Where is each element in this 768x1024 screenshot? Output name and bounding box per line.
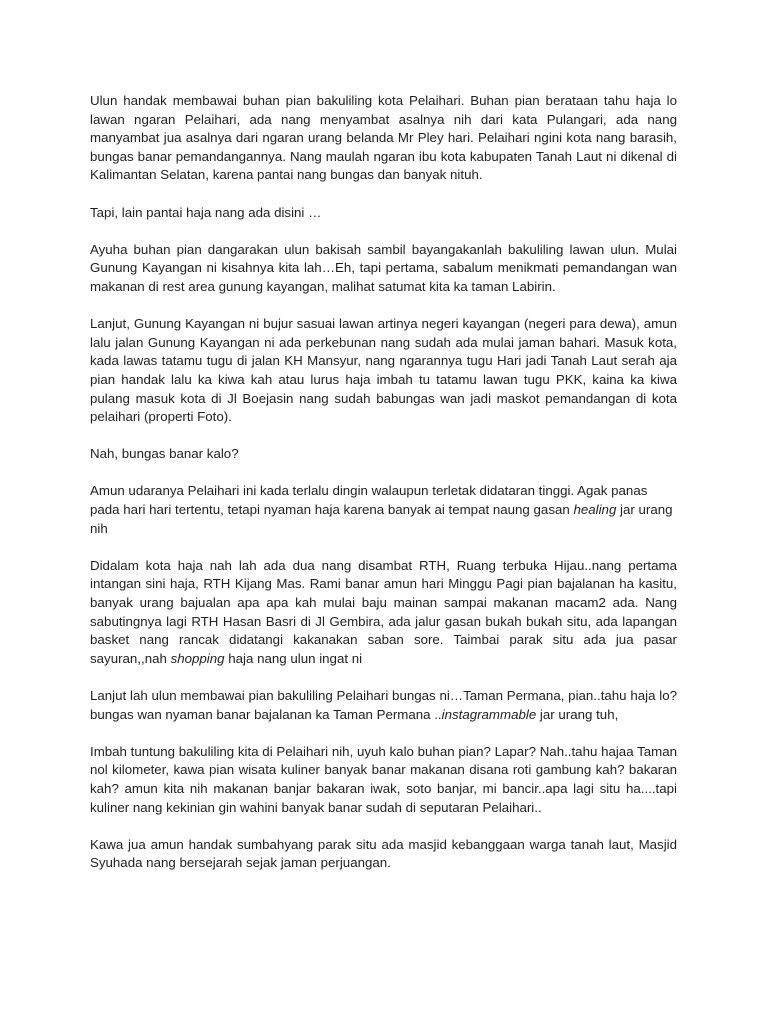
paragraph-rth xyxy=(90,557,677,669)
paragraph-taman-permana-tail: jar urang tuh, xyxy=(536,706,619,722)
paragraph-taman-permana-text: Lanjut lah ulun membawai pian bakuliling Pelaihari bungas ni…Taman Permana, pian..tahu haja lo? bungas wan nyaman banar bajalanan ka Taman Permana .. xyxy=(90,688,677,722)
paragraph-rth-italic: shopping xyxy=(170,650,225,666)
paragraph-kuliner: Imbah tuntung bakuliling kita di Pelaihari nih, uyuh kalo buhan pian? Lapar? Nah..tahu hajaa Taman nol kilometer, kawa pian wisata kuliner banyak banar makanan disana roti gambung kah? bakaran kah? amun kita nih makanan banjar bakaran iwak, soto banjar, mi bancir..apa lagi situ ha....tapi kuliner nang kekinian gin wahini banyak banar sudah di seputaran Pelaihari.. xyxy=(90,743,677,815)
paragraph-intro: Ulun handak membawai buhan pian bakuliling kota Pelaihari. Buhan pian berataan tahu haja lo lawan ngaran Pelaihari, ada nang menyambat asalnya nih dari kata Pulangari, ada nang manyambat jua asalnya dari ngaran urang belanda Mr Pley hari. Pelaihari ngini kota nang barasih, bungas banar pemandangannya. Nang maulah ngaran ibu kota kabupaten Tanah Laut ni dikenal di Kalimantan Selatan, karena pantai nang bungas dan banyak nituh. xyxy=(90,93,677,183)
paragraph-question: Nah, bungas banar kalo? xyxy=(90,446,239,462)
paragraph-taman-permana xyxy=(90,687,677,724)
paragraph-rth-tail: haja nang ulun ingat ni xyxy=(224,650,363,666)
paragraph-gunung-kayangan-route: Lanjut, Gunung Kayangan ni bujur sasuai lawan artinya negeri kayangan (negeri para dewa), amun lalu jalan Gunung Kayangan ni ada perkebunan nang sudah ada mulai jaman bahari. Masuk kota, kada lawas tatamu tugu di jalan KH Mansyur, nang ngarannya tugu Hari jadi Tanah Laut serah aja pian handak lalu ka kiwa kah atau lurus haja imbah tu tatamu lawan tugu PKK, kaina ka kiwa pulang masuk kota di Jl Boejasin nang sudah babungas wan jadi maskot pemandangan di kota pelaihari (properti Foto). xyxy=(90,316,677,425)
paragraph-taman-permana-italic: instagrammable xyxy=(441,706,537,722)
paragraph-gunung-kayangan-start: Ayuha buhan pian dangarakan ulun bakisah sambil bayangakanlah bakuliling lawan ulun. Mulai Gunung Kayangan ni kisahnya kita lah…Eh, tapi pertama, sabalum menikmati pemandangan wan makanan di rest area gunung kayangan, malihat satumat kita ka taman Labirin. xyxy=(90,241,677,294)
paragraph-masjid: Kawa jua amun handak sumbahyang parak situ ada masjid kebanggaan warga tanah laut, Masjid Syuhada nang bersejarah sejak jaman perjuangan. xyxy=(90,836,677,871)
paragraph-rth-text: Didalam kota haja nah lah ada dua nang disambat RTH, Ruang terbuka Hijau..nang pertama intangan sini haja, RTH Kijang Mas. Rami banar amun hari Minggu Pagi pian bajalanan ha kasitu, banyak urang bajualan apa apa kah mulai baju mainan sampai makanan macam2 ada. Nang sabutingnya lagi RTH Hasan Basri di Jl Gembira, ada jalur gasan bukah bukah situ, ada lapangan basket nang rancak didatangi kakanakan saban sore. Taimbai parak situ ada jua pasar sayuran,,nah xyxy=(90,557,677,666)
paragraph-climate-tail: jar urang nih xyxy=(90,502,673,536)
paragraph-climate-italic: healing xyxy=(573,502,617,518)
paragraph-climate xyxy=(90,482,677,538)
document-body xyxy=(90,92,677,892)
paragraph-climate-text: Amun udaranya Pelaihari ini kada terlalu dingin walaupun terletak didataran tinggi. Agak panas pada hari hari tertentu, tetapi nyaman haja karena banyak ai tempat naung gasan xyxy=(90,483,648,518)
paragraph-not-only-beach: Tapi, lain pantai haja nang ada disini … xyxy=(90,204,322,220)
